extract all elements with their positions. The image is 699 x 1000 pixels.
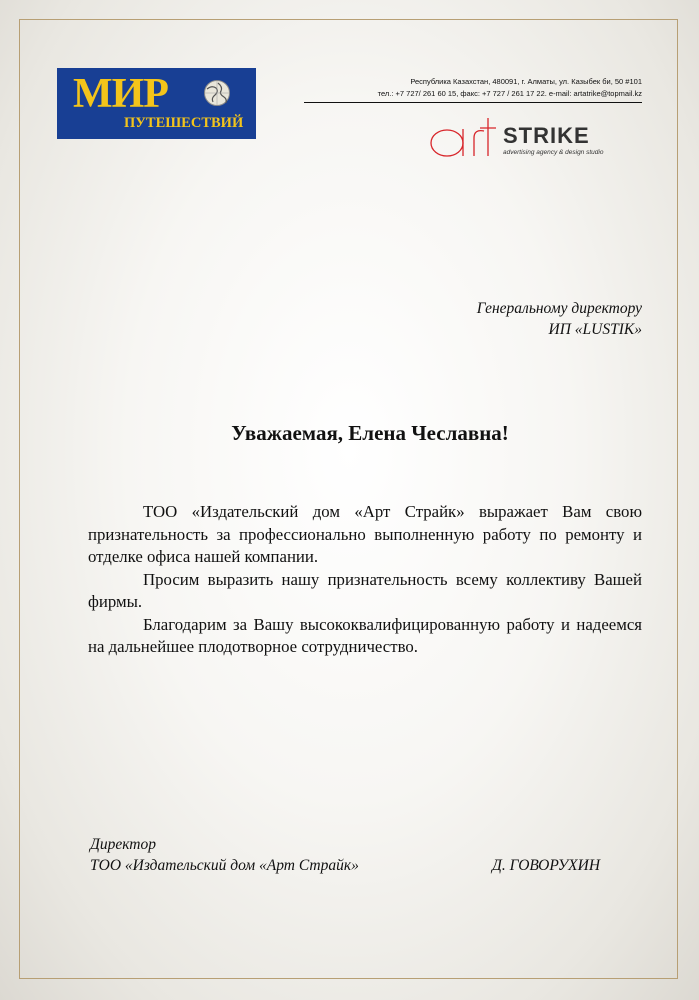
strike-logo-tagline: advertising agency & design studio	[503, 149, 604, 156]
mir-logo-subtitle: ПУТЕШЕСТВИЙ	[124, 115, 244, 131]
contacts-line: тел.: +7 727/ 261 60 15, факс: +7 727 / 261 17 22. e-mail: artatrike@topmail.kz	[377, 89, 642, 98]
addressee-block	[477, 298, 642, 340]
addressee-company: ИП «LUSTIK»	[548, 321, 642, 338]
mir-puteshestviy-logo	[57, 68, 256, 139]
salutation-heading: Уважаемая, Елена Чеславна!	[231, 421, 509, 445]
strike-logo-word: STRIKE	[503, 123, 590, 148]
body-paragraph: ТОО «Издательский дом «Арт Страйк» выражает Вам свою признательность за профессионально выполненную работу по ремонту и отделке офиса нашей компании.	[88, 502, 642, 566]
signatory-name: Д. ГОВОРУХИН	[492, 857, 601, 874]
body-paragraph: Благодарим за Вашу высококвалифицированную работу и надеемся на дальнейшее плодотворное сотрудничество.	[88, 614, 642, 656]
address-line: Республика Казахстан, 480091, г. Алматы, ул. Казыбек би, 50 #101	[410, 77, 642, 86]
signatory-company: ТОО «Издательский дом «Арт Страйк»	[90, 857, 359, 874]
body-paragraph: Просим выразить нашу признательность всему коллективу Вашей фирмы.	[88, 569, 642, 611]
globe-icon	[202, 78, 232, 108]
mir-logo-title: МИР	[73, 71, 168, 117]
addressee-position: Генеральному директору	[476, 300, 642, 317]
letterhead-divider	[304, 102, 642, 103]
letter-body	[88, 501, 642, 659]
letterhead-address	[378, 76, 642, 100]
signatory-title: Директор	[90, 836, 156, 853]
